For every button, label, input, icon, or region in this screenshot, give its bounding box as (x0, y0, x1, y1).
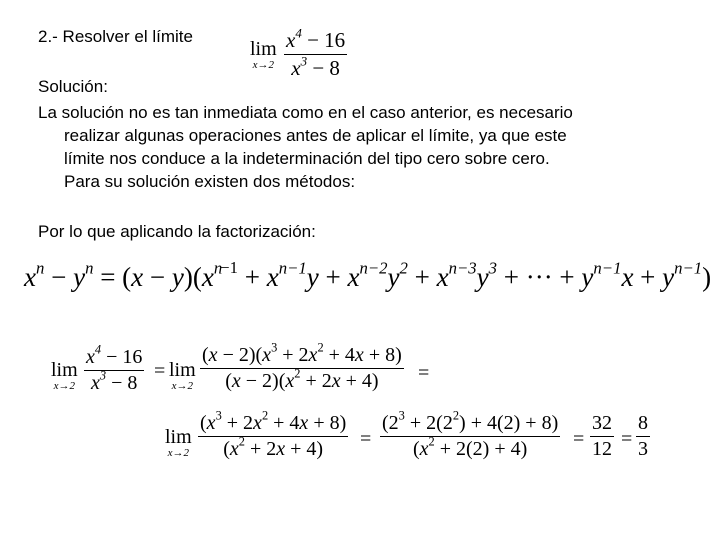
step2-fraction-a: $(x^3 + 2x^2 + 4x + 8)$ $(x^2 + 2x + 4)$ (200, 408, 347, 461)
solution-label: Solución: (38, 77, 108, 96)
step1-limit-operator-left: lim x→2 (51, 359, 78, 392)
step1-right-fraction: $(x - 2)(x^3 + 2x^2 + 4x + 8)$ $(x - 2)(x^2 + 2x + 4)$ (202, 340, 402, 393)
paragraph-line-2: realizar algunas operaciones antes de aplicar el límite, ya que este (64, 126, 567, 145)
paragraph-line-1: La solución no es tan inmediata como en el caso anterior, es necesario (38, 103, 573, 122)
step2-equals-2: = (573, 428, 585, 450)
step2-equals-1: = (360, 428, 372, 450)
step1-limit-operator-right: lim x→2 (169, 359, 196, 392)
step2-fraction-b: $(2^3 + 2(2^2) + 4(2) + 8)$ $(x^2 + 2(2) + 4)$ (382, 408, 559, 461)
problem-limit-operator: lim x→2 (250, 38, 277, 71)
factorization-intro: Por lo que aplicando la factorización: (38, 222, 316, 241)
step2-limit-operator: lim x→2 (165, 426, 192, 459)
step1-equals-1: = (154, 360, 166, 382)
factorization-identity: $x^n - y^n = (x - y)(x^{n-1} + x^{n-1}y + x^{n-2}y^2 + x^{n-3}y^3$ + ··· + $y^{n-1}x + y^{n-1}$) (24, 258, 712, 292)
paragraph-line-3: límite nos conduce a la indeterminación del tipo cero sobre cero. (64, 149, 550, 168)
step2-fraction-c: 32 12 (592, 412, 612, 461)
problem-heading: 2.- Resolver el límite (38, 27, 193, 46)
step2-equals-3: = (621, 428, 633, 450)
step2-fraction-d: 8 3 (638, 412, 648, 461)
step1-equals-2: = (418, 362, 430, 384)
problem-fraction: $x^4 - 16$ $x^3 - 8$ (286, 25, 346, 81)
step1-left-fraction: $x^4 - 16$ $x^3 - 8$ (86, 342, 143, 395)
paragraph-line-4: Para su solución existen dos métodos: (64, 172, 356, 191)
